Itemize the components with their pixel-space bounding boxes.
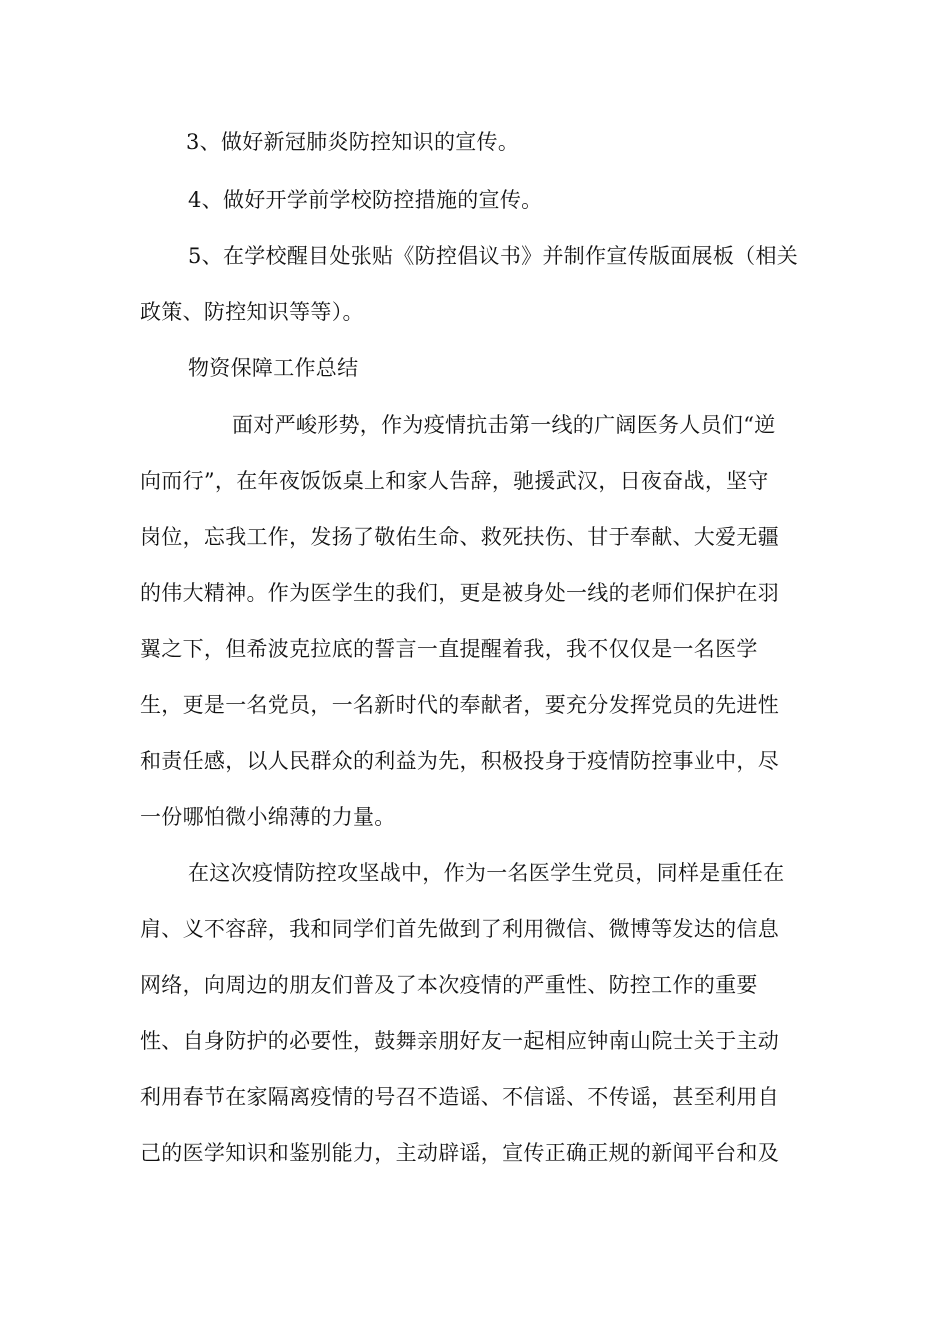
list-item-5-line-2: 政策、防控知识等等）。 — [140, 300, 364, 324]
paragraph-2-line-6: 己的医学知识和鉴别能力，主动辟谣，宣传正确正规的新闻平台和及 — [140, 1141, 779, 1165]
paragraph-1-line-5: 翼之下，但希波克拉底的誓言一直提醒着我，我不仅仅是一名医学 — [140, 637, 758, 661]
paragraph-1-line-8: 一份哪怕微小绵薄的力量。 — [140, 805, 396, 829]
paragraph-2-line-2: 肩、义不容辞，我和同学们首先做到了利用微信、微博等发达的信息 — [140, 917, 779, 941]
paragraph-1-line-2: 向而行”，在年夜饭饭桌上和家人告辞，驰援武汉，日夜奋战，坚守 — [140, 469, 769, 493]
paragraph-2-line-5: 利用春节在家隔离疫情的号召不造谣、不信谣、不传谣，甚至利用自 — [140, 1085, 779, 1109]
paragraph-1-line-4: 的伟大精神。作为医学生的我们，更是被身处一线的老师们保护在羽 — [140, 581, 779, 605]
paragraph-1-line-1: 面对严峻形势，作为疫情抗击第一线的广阔医务人员们“逆 — [232, 413, 776, 437]
section-heading: 物资保障工作总结 — [188, 356, 359, 380]
paragraph-1-line-6: 生，更是一名党员，一名新时代的奉献者，要充分发挥党员的先进性 — [140, 693, 779, 717]
paragraph-1-line-7: 和责任感，以人民群众的利益为先，积极投身于疫情防控事业中，尽 — [140, 749, 779, 773]
list-item-4: 4、做好开学前学校防控措施的宣传。 — [188, 188, 543, 212]
paragraph-1-line-3: 岗位，忘我工作，发扬了敬佑生命、救死扶伤、甘于奉献、大爱无疆 — [140, 525, 779, 549]
paragraph-2-line-4: 性、自身防护的必要性，鼓舞亲朋好友一起相应钟南山院士关于主动 — [140, 1029, 779, 1053]
paragraph-2-line-3: 网络，向周边的朋友们普及了本次疫情的严重性、防控工作的重要 — [140, 973, 758, 997]
list-item-5-line-1: 5、在学校醒目处张贴《防控倡议书》并制作宣传版面展板（相关 — [188, 244, 799, 268]
list-item-3: 3、做好新冠肺炎防控知识的宣传。 — [186, 130, 520, 154]
paragraph-2-line-1: 在这次疫情防控攻坚战中，作为一名医学生党员，同样是重任在 — [188, 861, 785, 885]
